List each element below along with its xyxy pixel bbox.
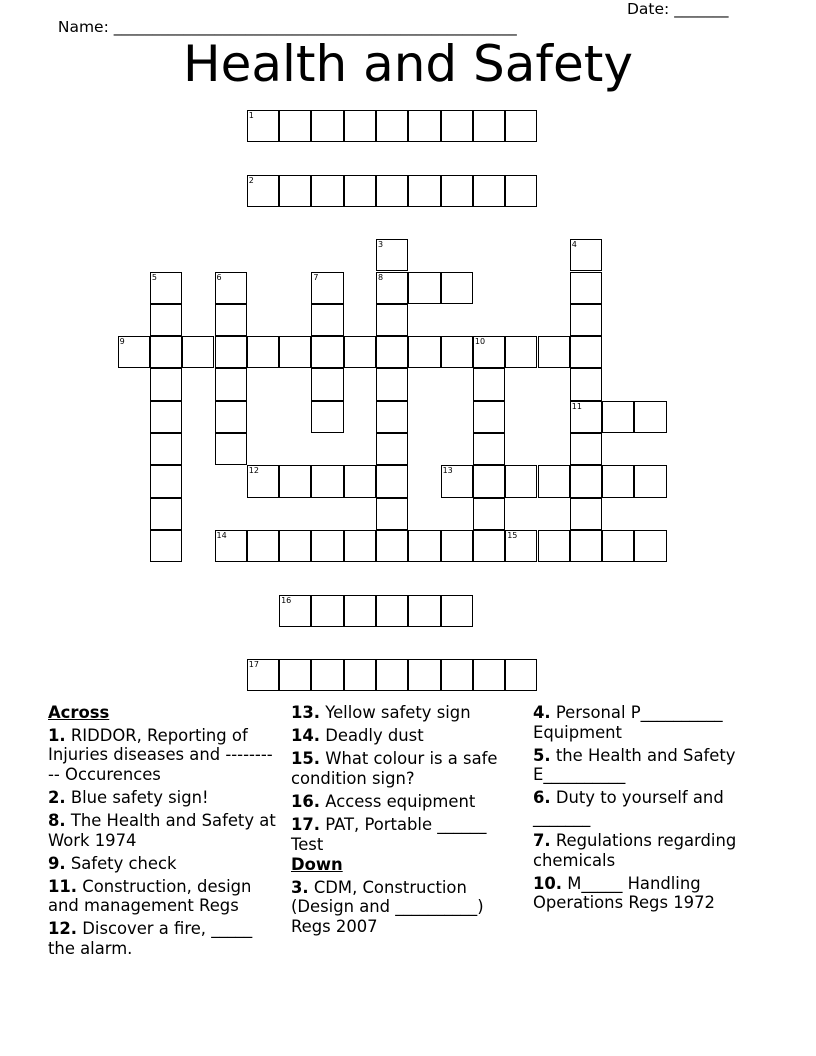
across-clue: 14. Deadly dust (291, 726, 424, 746)
grid-cell[interactable] (344, 175, 376, 207)
down-clue: 7. Regulations regarding chemicals (533, 831, 737, 870)
grid-cell[interactable] (311, 110, 343, 142)
across-heading: Across (48, 703, 110, 722)
grid-cell[interactable] (311, 659, 343, 691)
down-clue: 5. the Health and Safety E__________ (533, 745, 736, 785)
grid-cell[interactable] (538, 530, 570, 562)
grid-cell[interactable] (441, 175, 473, 207)
grid-cell[interactable] (602, 465, 634, 497)
grid-cell[interactable] (150, 368, 182, 400)
grid-cell[interactable] (279, 336, 311, 368)
across-clue: 1. RIDDOR, Reporting of Injuries diseases and ---------- Occurences (48, 725, 273, 784)
grid-cell[interactable] (441, 530, 473, 562)
grid-cell[interactable] (247, 530, 279, 562)
across-clue: 12. Discover a fire, _____ the alarm. (48, 919, 253, 959)
grid-cell[interactable] (118, 336, 150, 368)
grid-cell[interactable] (441, 465, 473, 497)
grid-cell[interactable] (473, 433, 505, 465)
grid-cell[interactable] (150, 530, 182, 562)
down-clue: 6. Duty to yourself and _______ (533, 788, 724, 827)
grid-cell[interactable] (247, 110, 279, 142)
clues-column-1 (48, 703, 278, 962)
grid-cell[interactable] (247, 659, 279, 691)
grid-cell[interactable] (408, 530, 440, 562)
grid-cell[interactable] (376, 368, 408, 400)
grid-cell[interactable] (538, 465, 570, 497)
clue-number: 1 (248, 111, 254, 120)
grid-cell[interactable] (344, 110, 376, 142)
grid-cell[interactable] (311, 530, 343, 562)
clue-number: 7 (313, 272, 319, 282)
grid-cell[interactable] (311, 304, 343, 336)
grid-cell[interactable] (570, 239, 602, 271)
grid-cell[interactable] (408, 659, 440, 691)
grid-cell[interactable] (376, 465, 408, 497)
date-field[interactable]: Date: _______ (627, 0, 729, 18)
grid-cell[interactable] (473, 401, 505, 433)
grid-cell[interactable] (473, 368, 505, 400)
grid-cell[interactable] (570, 368, 602, 400)
grid-cell[interactable] (311, 368, 343, 400)
down-heading: Down (291, 855, 343, 875)
grid-cell[interactable] (376, 336, 408, 368)
across-clue: 2. Blue safety sign! (48, 787, 209, 807)
grid-cell[interactable] (247, 336, 279, 368)
grid-cell[interactable] (150, 498, 182, 530)
grid-cell[interactable] (247, 465, 279, 497)
down-clue: 4. Personal P__________ Equipment (533, 703, 723, 742)
across-clue: 17. PAT, Portable ______ Test (291, 814, 487, 854)
grid-cell[interactable] (279, 530, 311, 562)
grid-cell[interactable] (376, 530, 408, 562)
grid-cell[interactable] (602, 401, 634, 433)
grid-cell[interactable] (473, 498, 505, 530)
grid-cell[interactable] (311, 272, 343, 304)
grid-cell[interactable] (634, 530, 666, 562)
across-clue: 9. Safety check (48, 853, 177, 873)
grid-cell[interactable] (570, 336, 602, 368)
clue-number: 11 (571, 401, 582, 411)
grid-cell[interactable] (408, 272, 440, 304)
grid-cell[interactable] (376, 433, 408, 465)
grid-cell[interactable] (570, 465, 602, 497)
grid-cell[interactable] (215, 368, 247, 400)
grid-cell[interactable] (570, 530, 602, 562)
grid-cell[interactable] (376, 595, 408, 627)
name-field[interactable]: Name: ____________________________________________________ (57, 18, 517, 36)
grid-cell[interactable] (150, 272, 182, 304)
clue-number: 15 (507, 530, 518, 540)
grid-cell[interactable] (408, 110, 440, 142)
grid-cell[interactable] (311, 175, 343, 207)
grid-cell[interactable] (473, 530, 505, 562)
grid-cell[interactable] (570, 433, 602, 465)
grid-cell[interactable] (215, 401, 247, 433)
clue-number: 13 (442, 466, 453, 476)
grid-cell[interactable] (376, 239, 408, 271)
grid-cell[interactable] (408, 595, 440, 627)
grid-cell[interactable] (505, 659, 537, 691)
across-clue: 15. What colour is a safe condition sign? (291, 749, 498, 788)
grid-cell[interactable] (602, 530, 634, 562)
grid-cell[interactable] (311, 401, 343, 433)
grid-cell[interactable] (311, 595, 343, 627)
grid-cell[interactable] (150, 304, 182, 336)
grid-cell[interactable] (279, 659, 311, 691)
grid-cell[interactable] (408, 336, 440, 368)
grid-cell[interactable] (150, 465, 182, 497)
grid-cell[interactable] (505, 465, 537, 497)
grid-cell[interactable] (505, 336, 537, 368)
grid-cell[interactable] (344, 530, 376, 562)
grid-cell[interactable] (215, 272, 247, 304)
clue-number: 4 (571, 240, 577, 250)
grid-cell[interactable] (215, 433, 247, 465)
clue-number: 17 (248, 660, 259, 670)
clue-number: 14 (216, 530, 227, 540)
clue-number: 12 (248, 466, 259, 476)
across-clue: 8. The Health and Safety at Work 1974 (48, 810, 276, 850)
grid-cell[interactable] (634, 401, 666, 433)
clue-number: 8 (378, 272, 384, 282)
grid-cell[interactable] (473, 659, 505, 691)
down-clue: 10. M_____ Handling Operations Regs 1972 (533, 873, 715, 913)
grid-cell[interactable] (279, 595, 311, 627)
grid-cell[interactable] (150, 433, 182, 465)
clue-number: 16 (281, 595, 292, 605)
page-title: Health and Safety (183, 35, 633, 93)
clue-number: 6 (216, 272, 222, 282)
grid-cell[interactable] (473, 110, 505, 142)
across-clue: 13. Yellow safety sign (291, 703, 471, 722)
grid-cell[interactable] (376, 175, 408, 207)
grid-cell[interactable] (473, 336, 505, 368)
grid-cell[interactable] (570, 401, 602, 433)
grid-cell[interactable] (311, 336, 343, 368)
clue-number: 3 (378, 240, 384, 250)
grid-cell[interactable] (441, 272, 473, 304)
grid-cell[interactable] (376, 272, 408, 304)
grid-cell[interactable] (408, 175, 440, 207)
grid-cell[interactable] (376, 401, 408, 433)
grid-cell[interactable] (376, 498, 408, 530)
grid-cell[interactable] (570, 498, 602, 530)
grid-cell[interactable] (279, 465, 311, 497)
grid-cell[interactable] (473, 465, 505, 497)
grid-cell[interactable] (570, 272, 602, 304)
grid-cell[interactable] (441, 110, 473, 142)
grid-cell[interactable] (344, 595, 376, 627)
grid-cell[interactable] (505, 110, 537, 142)
grid-cell[interactable] (279, 175, 311, 207)
grid-cell[interactable] (344, 659, 376, 691)
grid-cell[interactable] (376, 304, 408, 336)
grid-cell[interactable] (215, 336, 247, 368)
grid-cell[interactable] (634, 465, 666, 497)
clue-number: 5 (151, 272, 157, 282)
clues-column-2 (291, 703, 523, 940)
down-clue: 3. CDM, Construction (Design and __________) Regs 2007 (291, 877, 484, 936)
grid-cell[interactable] (215, 530, 247, 562)
grid-cell[interactable] (441, 659, 473, 691)
grid-cell[interactable] (505, 530, 537, 562)
grid-cell[interactable] (441, 336, 473, 368)
clues-column-3 (533, 703, 765, 916)
grid-cell[interactable] (247, 175, 279, 207)
grid-cell[interactable] (182, 336, 214, 368)
across-clue: 11. Construction, design and management Regs (48, 876, 252, 916)
clue-number: 2 (248, 175, 254, 185)
grid-cell[interactable] (150, 401, 182, 433)
grid-cell[interactable] (473, 175, 505, 207)
grid-cell[interactable] (376, 659, 408, 691)
grid-cell[interactable] (441, 595, 473, 627)
across-clue: 16. Access equipment (291, 791, 476, 811)
grid-cell[interactable] (215, 304, 247, 336)
grid-cell[interactable] (279, 110, 311, 142)
grid-cell[interactable] (344, 465, 376, 497)
grid-cell[interactable] (150, 336, 182, 368)
grid-cell[interactable] (376, 110, 408, 142)
grid-cell[interactable] (538, 336, 570, 368)
clue-number: 9 (119, 337, 125, 347)
grid-cell[interactable] (570, 304, 602, 336)
clue-number: 10 (474, 337, 486, 347)
grid-cell[interactable] (505, 175, 537, 207)
grid-cell[interactable] (311, 465, 343, 497)
grid-cell[interactable] (344, 336, 376, 368)
